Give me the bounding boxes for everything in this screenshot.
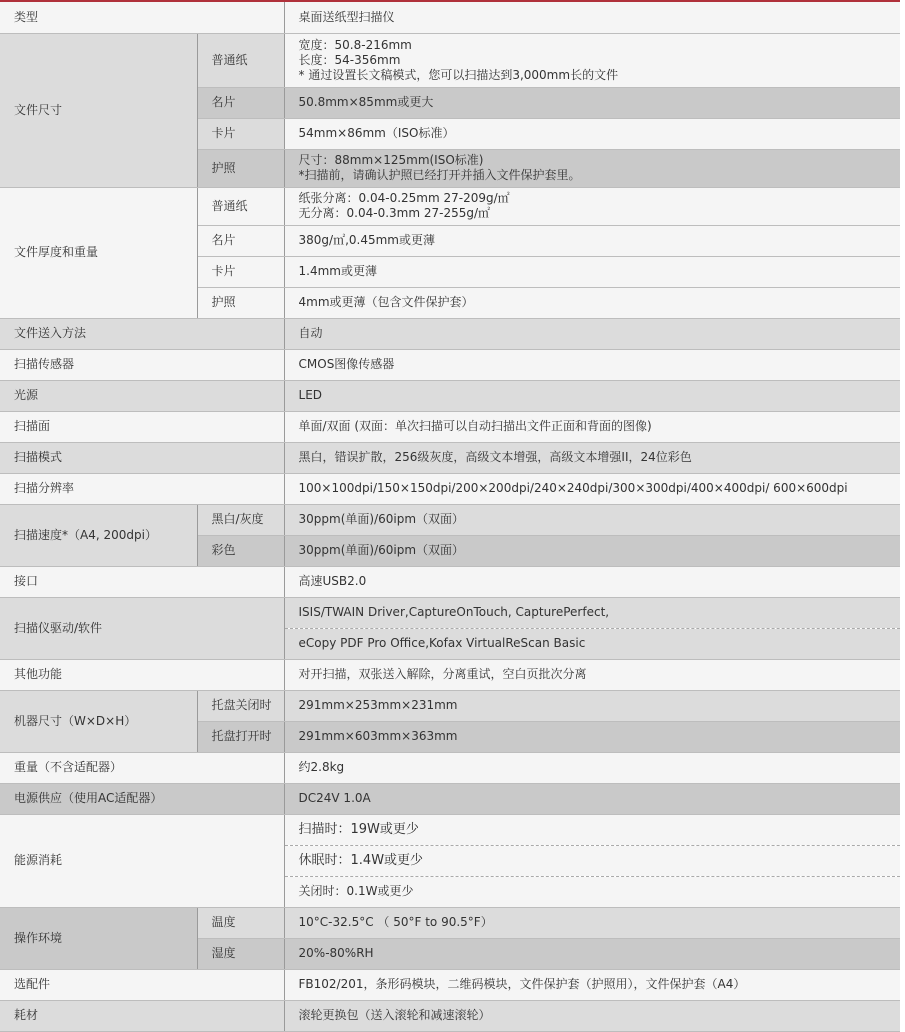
- row-value-thickness-business-card: 380g/㎡,0.45mm或更薄: [284, 225, 900, 256]
- row-value-consumption-scan: 扫描时：19W或更少: [284, 814, 900, 845]
- spec-table: [0, 2, 900, 1032]
- row-value-other: 对开扫描，双张送入解除，分离重试，空白页批次分离: [284, 659, 900, 690]
- row-label-driver: 扫描仪驱动/软件: [0, 597, 284, 659]
- sub-label-tray-closed: 托盘关闭时: [197, 690, 284, 721]
- row-value-interface: 高速USB2.0: [284, 566, 900, 597]
- sub-label-passport: 护照: [197, 149, 284, 187]
- sub-label-humidity: 湿度: [197, 938, 284, 969]
- row-label-resolution: 扫描分辨率: [0, 473, 284, 504]
- row-value-feed: 自动: [284, 318, 900, 349]
- sub-label-temperature: 温度: [197, 907, 284, 938]
- sub-label-business-card: 名片: [197, 87, 284, 118]
- table-row: [0, 349, 900, 380]
- row-label-weight: 重量（不含适配器）: [0, 752, 284, 783]
- row-label-thickness: 文件厚度和重量: [0, 187, 197, 318]
- row-value-consumption-sleep: 休眠时：1.4W或更少: [284, 845, 900, 876]
- row-label-light: 光源: [0, 380, 284, 411]
- table-row: [0, 597, 900, 628]
- row-value-type: 桌面送纸型扫描仪: [284, 2, 900, 33]
- sub-label-tray-open: 托盘打开时: [197, 721, 284, 752]
- row-label-mode: 扫描模式: [0, 442, 284, 473]
- row-value-temperature: 10°C-32.5°C （ 50°F to 90.5°F）: [284, 907, 900, 938]
- table-row: [0, 187, 900, 225]
- row-value-resolution: 100×100dpi/150×150dpi/200×200dpi/240×240dpi/300×300dpi/400×400dpi/ 600×600dpi: [284, 473, 900, 504]
- sub-label-passport: 护照: [197, 287, 284, 318]
- sub-label-plain-paper: 普通纸: [197, 187, 284, 225]
- row-value-dimensions-open: 291mm×603mm×363mm: [284, 721, 900, 752]
- table-row: [0, 659, 900, 690]
- row-value-doc-size-business-card: 50.8mm×85mm或更大: [284, 87, 900, 118]
- table-row: [0, 969, 900, 1000]
- row-value-mode: 黑白，错误扩散，256级灰度，高级文本增强，高级文本增强II，24位彩色: [284, 442, 900, 473]
- row-value-doc-size-passport: 尺寸：88mm×125mm(ISO标准) *扫描前，请确认护照已经打开并插入文件保护套里。: [284, 149, 900, 187]
- row-value-consumption-off: 关闭时：0.1W或更少: [284, 876, 900, 907]
- row-label-speed: 扫描速度*（A4, 200dpi）: [0, 504, 197, 566]
- table-row: [0, 380, 900, 411]
- row-label-sensor: 扫描传感器: [0, 349, 284, 380]
- sub-label-plain-paper: 普通纸: [197, 33, 284, 87]
- table-row: [0, 504, 900, 535]
- row-value-side: 单面/双面 (双面：单次扫描可以自动扫描出文件正面和背面的图像): [284, 411, 900, 442]
- row-value-humidity: 20%-80%RH: [284, 938, 900, 969]
- table-row: [0, 442, 900, 473]
- row-label-side: 扫描面: [0, 411, 284, 442]
- table-row: [0, 1000, 900, 1031]
- table-row: [0, 411, 900, 442]
- sub-label-business-card: 名片: [197, 225, 284, 256]
- row-label-consumables: 耗材: [0, 1000, 284, 1031]
- table-row: [0, 783, 900, 814]
- table-row: [0, 690, 900, 721]
- row-label-power: 电源供应（使用AC适配器）: [0, 783, 284, 814]
- row-value-thickness-plain: 纸张分离：0.04-0.25mm 27-209g/㎡ 无分离：0.04-0.3mm 27-255g/㎡: [284, 187, 900, 225]
- table-row: [0, 318, 900, 349]
- row-label-interface: 接口: [0, 566, 284, 597]
- sub-label-card: 卡片: [197, 118, 284, 149]
- row-label-environment: 操作环境: [0, 907, 197, 969]
- row-value-speed-bw: 30ppm(单面)/60ipm（双面）: [284, 504, 900, 535]
- row-value-driver-line1: ISIS/TWAIN Driver,CaptureOnTouch, CapturePerfect,: [284, 597, 900, 628]
- table-row: [0, 752, 900, 783]
- sub-label-bw-gray: 黑白/灰度: [197, 504, 284, 535]
- sub-label-card: 卡片: [197, 256, 284, 287]
- sub-label-color: 彩色: [197, 535, 284, 566]
- row-label-feed: 文件送入方法: [0, 318, 284, 349]
- row-value-driver-line2: eCopy PDF Pro Office,Kofax VirtualReScan Basic: [284, 628, 900, 659]
- row-label-dimensions: 机器尺寸（W×D×H）: [0, 690, 197, 752]
- row-value-thickness-passport: 4mm或更薄（包含文件保护套）: [284, 287, 900, 318]
- table-row: [0, 907, 900, 938]
- row-label-consumption: 能源消耗: [0, 814, 284, 907]
- table-row: [0, 473, 900, 504]
- row-value-speed-color: 30ppm(单面)/60ipm（双面）: [284, 535, 900, 566]
- row-value-dimensions-closed: 291mm×253mm×231mm: [284, 690, 900, 721]
- row-value-doc-size-card: 54mm×86mm（ISO标准）: [284, 118, 900, 149]
- row-label-doc-size: 文件尺寸: [0, 33, 197, 187]
- row-value-options: FB102/201，条形码模块，二维码模块，文件保护套（护照用），文件保护套（A4）: [284, 969, 900, 1000]
- table-row: [0, 814, 900, 845]
- row-value-doc-size-plain: 宽度：50.8-216mm 长度：54-356mm * 通过设置长文稿模式，您可以扫描达到3,000mm长的文件: [284, 33, 900, 87]
- row-value-consumables: 滚轮更换包（送入滚轮和减速滚轮）: [284, 1000, 900, 1031]
- row-label-options: 选配件: [0, 969, 284, 1000]
- row-value-light: LED: [284, 380, 900, 411]
- row-value-sensor: CMOS图像传感器: [284, 349, 900, 380]
- table-row: [0, 33, 900, 87]
- row-label-other: 其他功能: [0, 659, 284, 690]
- row-value-weight: 约2.8kg: [284, 752, 900, 783]
- row-label-type: 类型: [0, 2, 284, 33]
- table-row: [0, 2, 900, 33]
- table-row: [0, 566, 900, 597]
- row-value-power: DC24V 1.0A: [284, 783, 900, 814]
- row-value-thickness-card: 1.4mm或更薄: [284, 256, 900, 287]
